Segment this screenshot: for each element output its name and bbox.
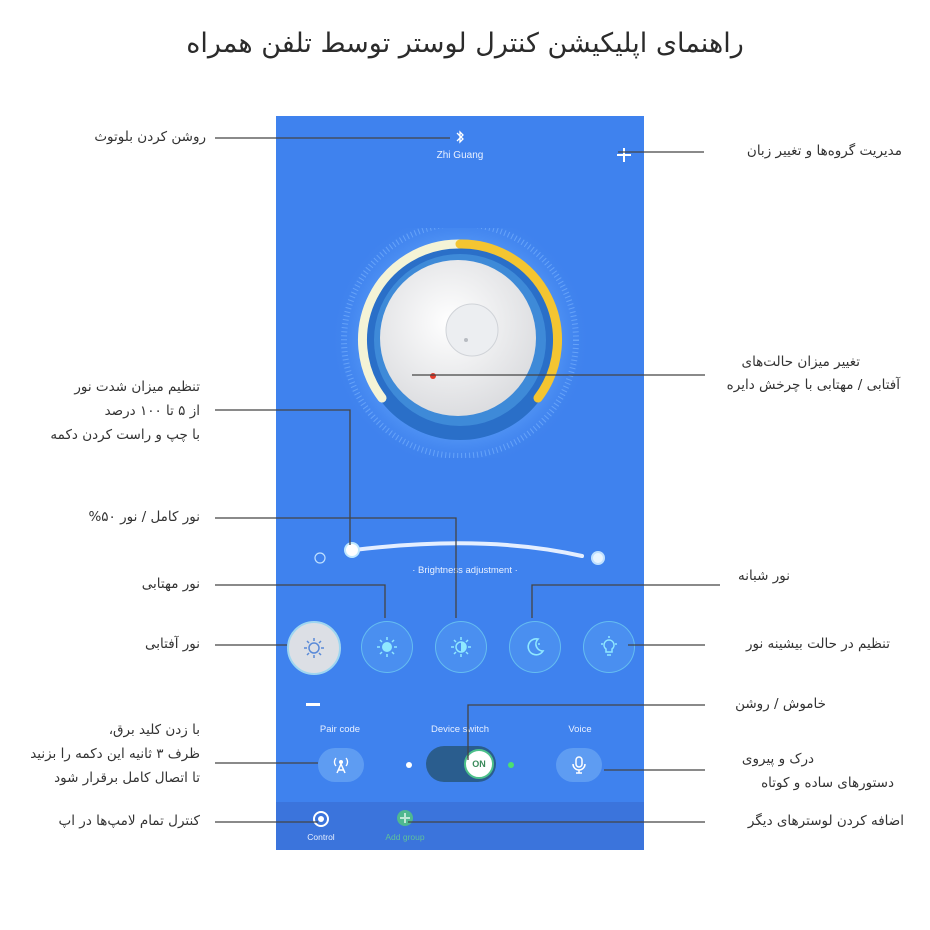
pair-code-label: Pair code [319, 724, 361, 735]
switch-knob: ON [464, 749, 494, 779]
page-title: راهنمای اپلیکیشن کنترل لوستر توسط تلفن همراه [186, 28, 744, 59]
ann-bright-2: از ۵ تا ۱۰۰ درصد [104, 403, 200, 419]
brightness-label: · Brightness adjustment · [412, 565, 518, 576]
ann-sun: نور آفتابی [145, 636, 200, 652]
ann-bluetooth: روشن کردن بلوتوث [94, 129, 206, 145]
ann-voice-2: دستورهای ساده و کوتاه [761, 775, 894, 791]
device-switch-label: Device switch [430, 724, 490, 735]
device-name: Zhi Guang [436, 150, 484, 161]
ann-mode-1: تغییر میزان حالت‌های [741, 354, 860, 370]
ann-groups: مدیریت گروه‌ها و تغییر زبان [746, 143, 902, 159]
ann-bright-3: با چپ و راست کردن دکمه [50, 427, 200, 443]
ann-mode-2: آفتابی / مهتابی با چرخش دایره [726, 377, 900, 393]
ann-add-more: اضافه کردن لوسترهای دیگر [747, 813, 904, 829]
ann-moon: نور مهتابی [141, 576, 200, 592]
voice-label: Voice [568, 724, 592, 735]
nav-add-group-label[interactable]: Add group [385, 832, 425, 842]
ann-pair-1: با زدن کلید برق، [108, 722, 200, 738]
ann-pair-2: ظرف ۳ ثانیه این دکمه را بزنید [30, 746, 200, 762]
ann-control-all: کنترل تمام لامپ‌ها در اپ [58, 813, 200, 829]
ann-onoff: خاموش / روشن [735, 696, 826, 712]
nav-control-label[interactable]: Control [307, 832, 335, 842]
ann-full: نور کامل / نور ۵۰% [88, 509, 200, 525]
ann-voice-1: درک و پیروی [741, 751, 814, 767]
ann-bright-1: تنظیم میزان شدت نور [74, 379, 200, 395]
ann-max: تنظیم در حالت بیشینه نور [746, 636, 890, 652]
ann-pair-3: تا اتصال کامل برقرار شود [54, 770, 200, 786]
ann-night: نور شبانه [737, 568, 790, 584]
